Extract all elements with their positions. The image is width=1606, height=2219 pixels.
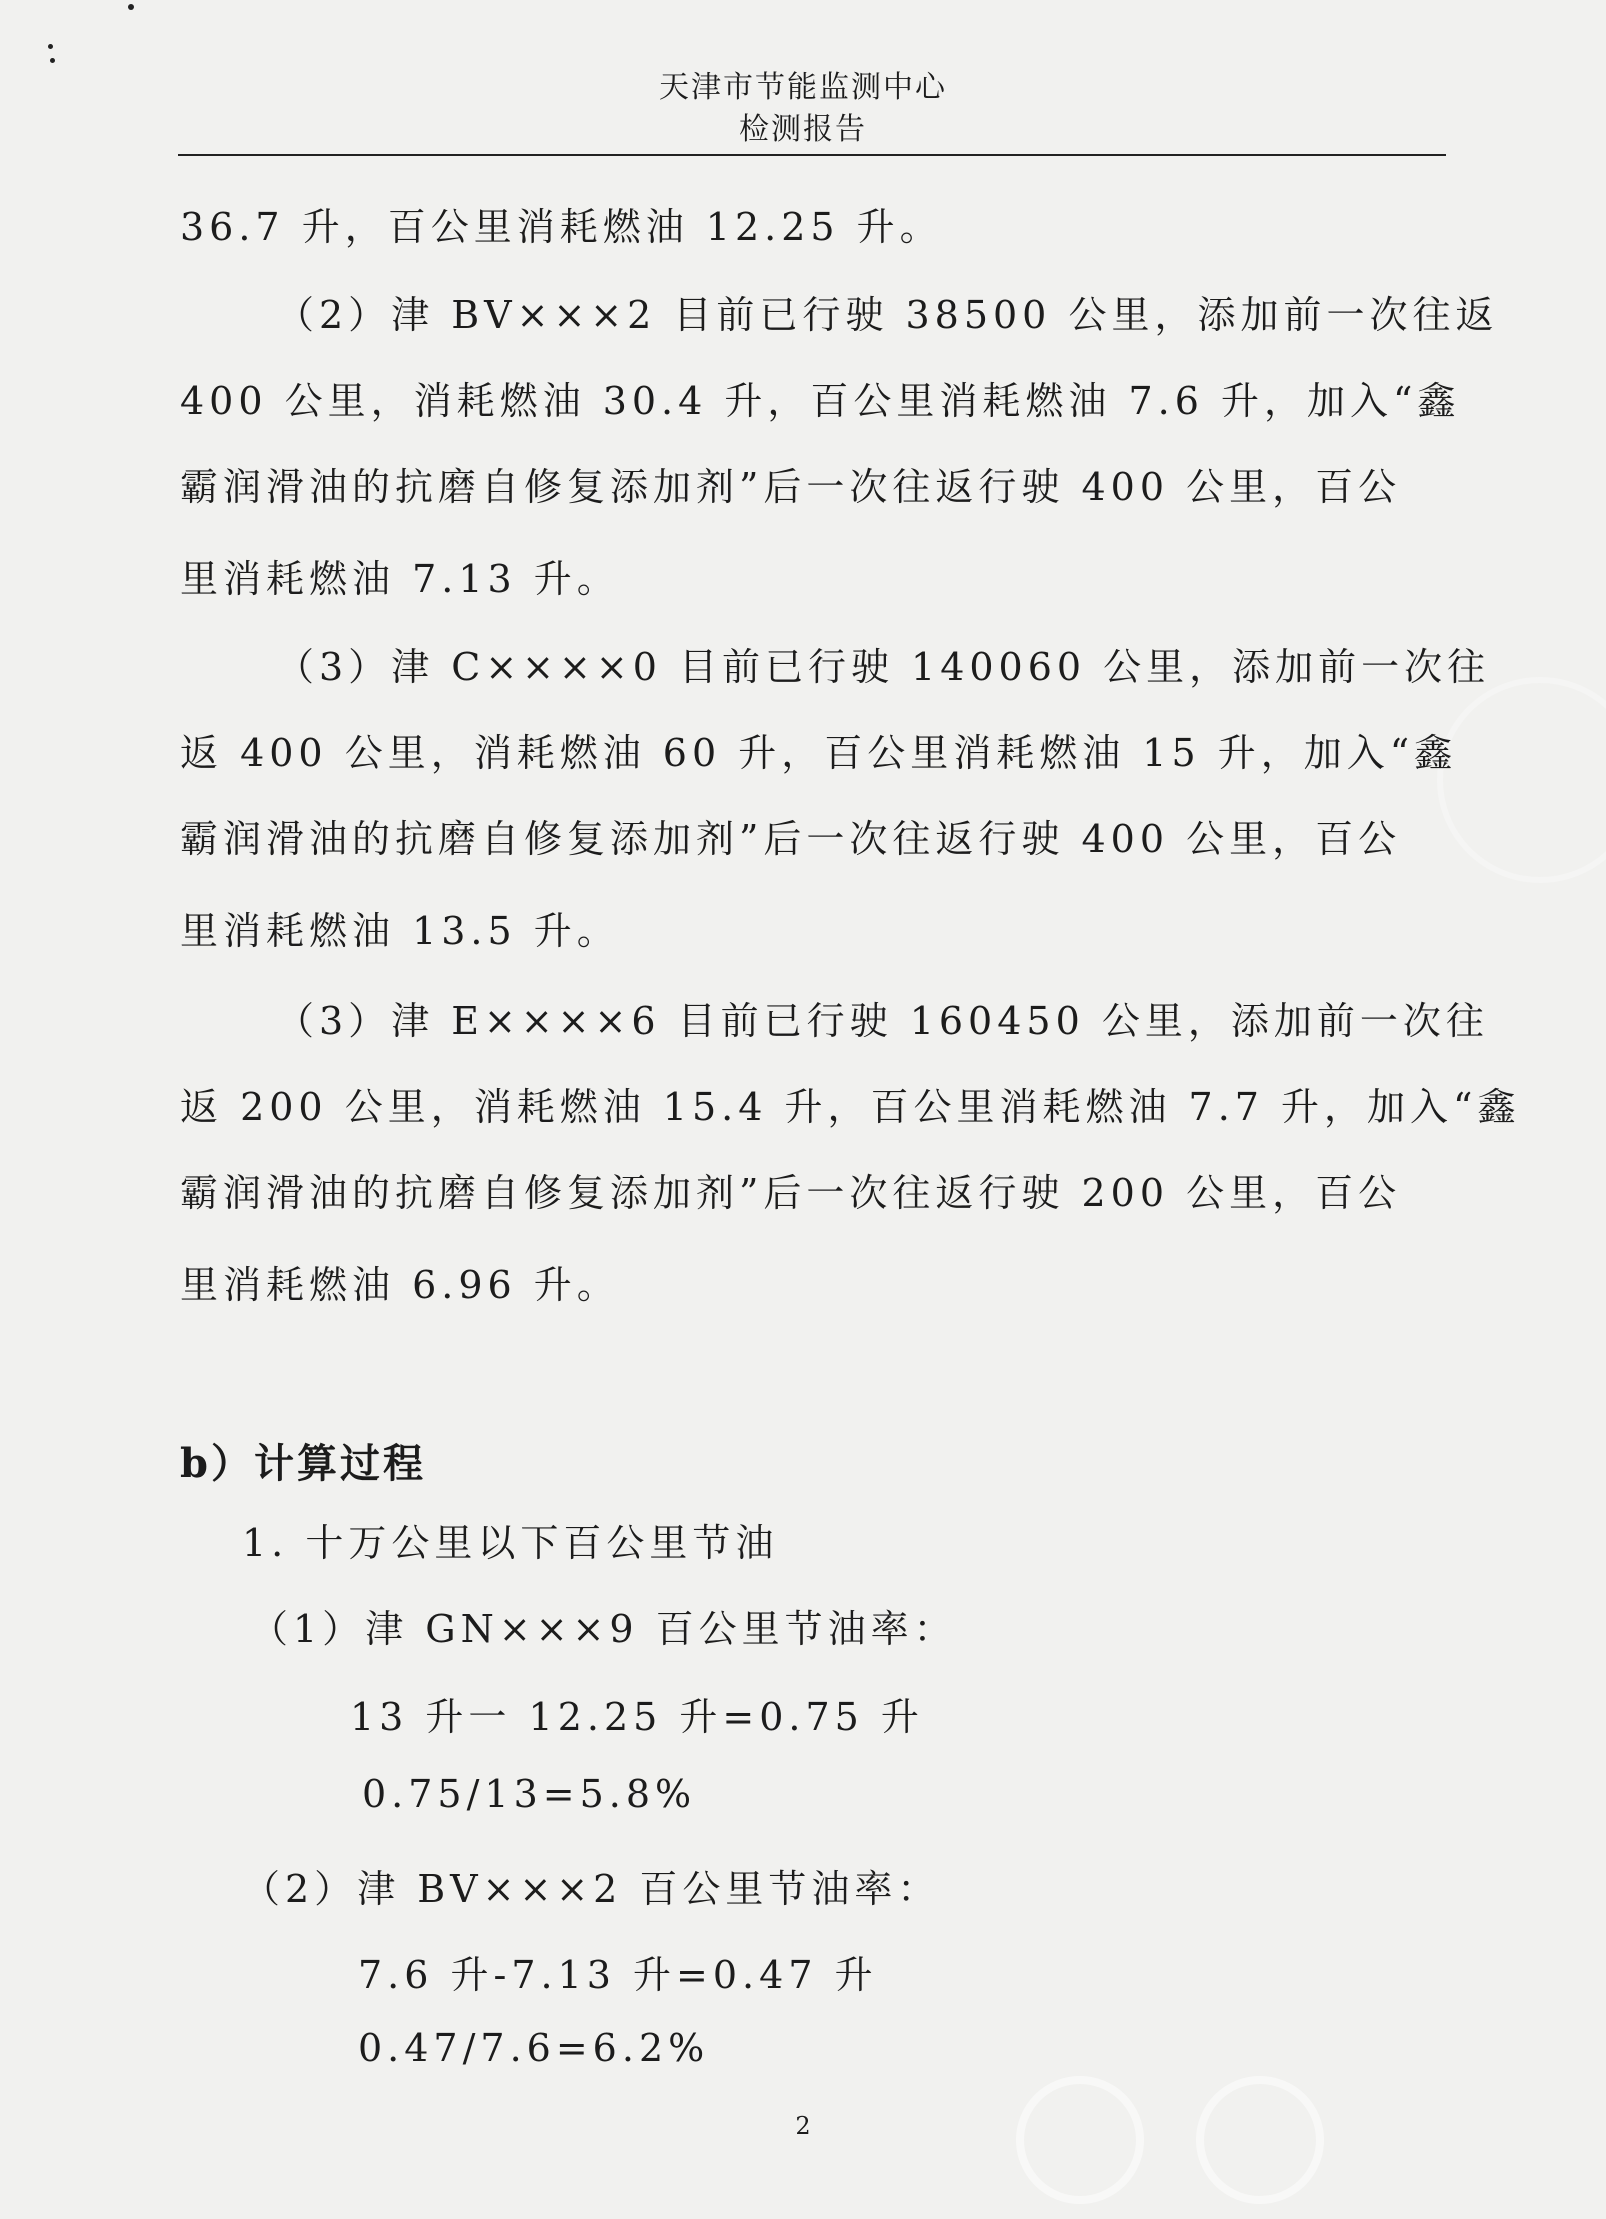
paragraph-line: 霸润滑油的抗磨自修复添加剂”后一次往返行驶 400 公里，百公	[180, 817, 1402, 861]
calc-line: 7.6 升-7.13 升=0.47 升	[358, 1953, 878, 1997]
paragraph-line: 里消耗燃油 7.13 升。	[180, 557, 620, 601]
paragraph-line: （2）津 BV×××2 目前已行驶 38500 公里，添加前一次往返	[276, 293, 1499, 337]
header-org: 天津市节能监测中心	[659, 70, 947, 105]
watermark-ring	[1020, 2080, 1140, 2200]
watermark-ring	[1440, 680, 1606, 880]
calc-line: 0.75/13=5.8%	[362, 1772, 697, 1816]
header-divider	[178, 154, 1446, 156]
section-title: b）计算过程	[180, 1440, 426, 1487]
paragraph-line: 霸润滑油的抗磨自修复添加剂”后一次往返行驶 200 公里，百公	[180, 1171, 1402, 1215]
paragraph-line: 里消耗燃油 6.96 升。	[180, 1263, 620, 1307]
header-doc-type: 检测报告	[739, 112, 867, 147]
paragraph-line: （3）津 E××××6 目前已行驶 160450 公里，添加前一次往	[276, 999, 1489, 1043]
item-title: 1. 十万公里以下百公里节油	[242, 1521, 779, 1565]
paragraph-line: 36.7 升，百公里消耗燃油 12.25 升。	[180, 205, 943, 249]
paragraph-line: 霸润滑油的抗磨自修复添加剂”后一次往返行驶 400 公里，百公	[180, 465, 1402, 509]
calc-line: 13 升一 12.25 升=0.75 升	[350, 1695, 924, 1739]
scan-speck	[48, 44, 53, 49]
vehicle-title: （1）津 GN×××9 百公里节油率：	[250, 1607, 957, 1651]
calc-line: 0.47/7.6=6.2%	[358, 2026, 710, 2070]
page-number: 2	[795, 2112, 811, 2140]
paragraph-line: （3）津 C××××0 目前已行驶 140060 公里，添加前一次往	[276, 645, 1491, 689]
paragraph-line: 400 公里，消耗燃油 30.4 升，百公里消耗燃油 7.6 升，加入“鑫	[180, 379, 1461, 423]
paragraph-line: 返 400 公里，消耗燃油 60 升，百公里消耗燃油 15 升，加入“鑫	[180, 731, 1458, 775]
paragraph-line: 返 200 公里，消耗燃油 15.4 升，百公里消耗燃油 7.7 升，加入“鑫	[180, 1085, 1521, 1129]
vehicle-title: （2）津 BV×××2 百公里节油率：	[242, 1867, 941, 1911]
paragraph-line: 里消耗燃油 13.5 升。	[180, 909, 620, 953]
scan-speck	[128, 4, 134, 10]
scan-speck	[50, 58, 55, 63]
watermark-ring	[1200, 2080, 1320, 2200]
